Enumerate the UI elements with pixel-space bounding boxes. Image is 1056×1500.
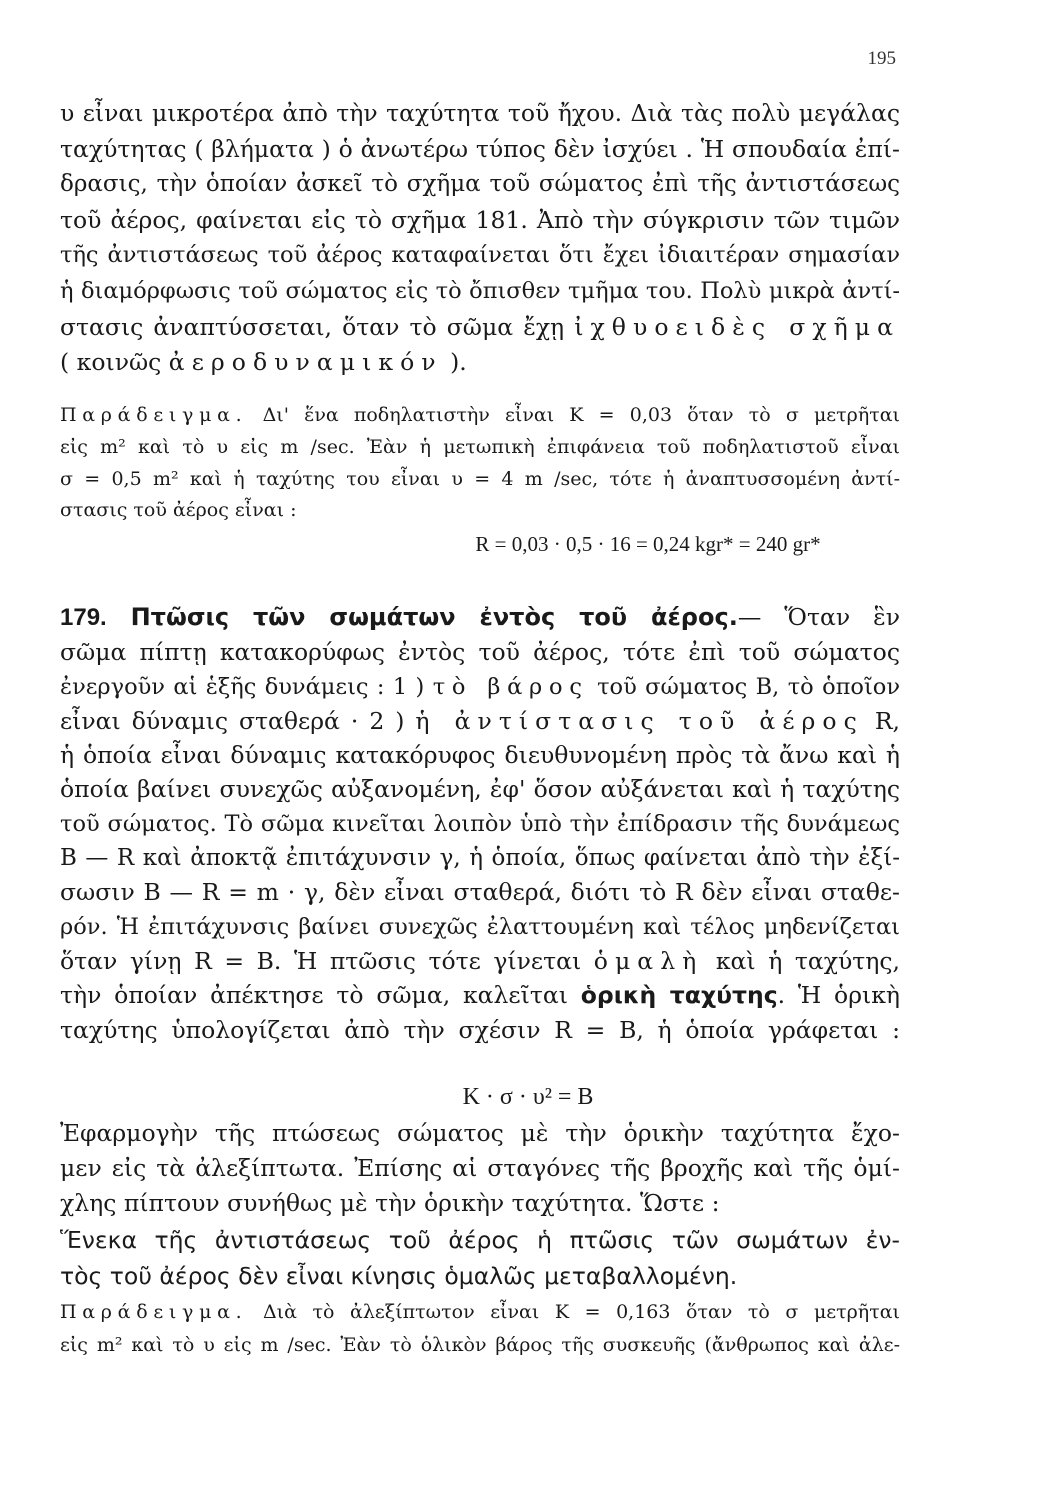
bold-term: ὁρικὴ ταχύτης — [580, 981, 778, 1010]
page-number: 195 — [867, 48, 896, 69]
text-segment: ( κοινῶς — [60, 348, 169, 377]
paragraph-applications — [60, 1116, 900, 1221]
text-segment: R, — [863, 706, 900, 735]
text-line: τοῦ ἀέρος, φαίνεται εἰς τὸ σχῆμα 181. Ἀπὸ τὴν σύγκρισιν τῶν τιμῶν — [60, 205, 900, 234]
text-line: δρασις, τὴν ὁποίαν ἀσκεῖ τὸ σχῆμα τοῦ σώματος ἐπὶ τῆς ἀντιστάσεως — [60, 171, 900, 198]
section-title: Πτῶσις τῶν σωμάτων ἐντὸς τοῦ ἀέρος. — [130, 603, 738, 631]
text-line — [60, 670, 900, 704]
example-label: Παράδειγμα. — [60, 1301, 248, 1323]
text-line — [60, 310, 900, 346]
text-line — [60, 400, 900, 432]
paragraph-drag-formula-validity — [60, 96, 900, 381]
text-segment: εἶναι δύναμις σταθερά · 2 ) — [60, 706, 416, 735]
text-line: ρόν. Ἡ ἐπιτάχυνσις βαίνει συνεχῶς ἐλαττουμένη καὶ τέλος μηδενίζεται — [60, 913, 900, 940]
text-line: χλης πίπτουν συνήθως μὲ τὴν ὁρικὴν ταχύτητα. Ὥστε : — [60, 1189, 720, 1217]
example-cyclist — [60, 400, 900, 527]
text-line: στασις τοῦ ἀέρος εἶναι : — [60, 499, 297, 522]
text-line: σ = 0,5 m² καὶ ἡ ταχύτης του εἶναι υ = 4 m /sec, τότε ἡ ἀναπτυσσομένη ἀντί- — [60, 467, 900, 490]
text-segment: τοῦ σώματος B, τὸ ὁποῖον — [588, 673, 901, 700]
text-segment: Διὰ τὸ ἀλεξίπτωτον εἶναι K = 0,163 ὅταν τὸ σ μετρῆται — [247, 1301, 900, 1323]
text-segment: ὅταν γίνῃ R = B. Ἡ πτῶσις τότε γίνεται — [60, 946, 594, 975]
example-label: Παράδειγμα. — [60, 404, 248, 426]
section-heading — [60, 603, 738, 631]
example-parachute — [60, 1296, 900, 1362]
spaced-emphasis: ἰχθυοειδὲς σχῆμα — [574, 312, 900, 341]
text-line: B — R καὶ ἀποκτᾷ ἐπιτάχυνσιν γ, ἡ ὁποία, ὅπως φαίνεται ἀπὸ τὴν ἐξί- — [60, 845, 900, 872]
text-segment: καὶ ἡ ταχύτης, — [703, 946, 900, 975]
text-segment: — Ὅταν ἓν — [737, 603, 900, 631]
spaced-emphasis: ἀεροδυναμικόν — [168, 348, 443, 377]
section-179 — [60, 600, 900, 1047]
text-line — [60, 1296, 900, 1329]
text-line: τῆς ἀντιστάσεως τοῦ ἀέρος καταφαίνεται ὅτι ἔχει ἰδιαιτέραν σημασίαν — [60, 242, 900, 269]
text-line: μεν εἰς τὰ ἀλεξίπτωτα. Ἐπίσης αἱ σταγόνες τῆς βροχῆς καὶ τῆς ὁμί- — [60, 1154, 900, 1182]
text-line: ταχύτητας ( βλήματα ) ὁ ἀνωτέρω τύπος δὲν ἰσχύει . Ἡ σπουδαία ἐπί- — [60, 134, 900, 163]
text-line: Ἕνεκα τῆς ἀντιστάσεως τοῦ ἀέρος ἡ πτῶσις τῶν σωμάτων ἐν- — [60, 1226, 900, 1254]
section-heading-line — [60, 600, 900, 635]
text-segment: στασις ἀναπτύσσεται, ὅταν τὸ σῶμα ἔχῃ — [60, 312, 575, 341]
text-line — [60, 944, 900, 978]
formula-resistance-result: R = 0,03 · 0,5 · 16 = 0,24 kgr* = 240 gr* — [475, 532, 821, 556]
text-segment: τὴν ὁποίαν ἀπέκτησε τὸ σῶμα, καλεῖται — [60, 981, 581, 1010]
spaced-emphasis: ὁμαλὴ — [593, 946, 704, 975]
text-line: εἰς m² καὶ τὸ υ εἰς m /sec. Ἐὰν τὸ ὁλικὸν βάρος τῆς συσκευῆς (ἄνθρωπος καὶ ἀλε- — [60, 1334, 900, 1356]
text-line — [60, 345, 900, 381]
text-line: σωσιν B — R = m · γ, δὲν εἶναι σταθερά, διότι τὸ R δὲν εἶναι σταθε- — [60, 878, 900, 907]
text-line — [60, 978, 900, 1012]
text-line: ὁποία βαίνει συνεχῶς αὐξανομένη, ἐφ' ὅσον αὐξάνεται καὶ ἡ ταχύτης — [60, 775, 900, 804]
text-line: Ἐφαρμογὴν τῆς πτώσεως σώματος μὲ τὴν ὁρικὴν ταχύτητα ἔχο- — [60, 1119, 900, 1147]
text-segment: Δι' ἕνα ποδηλατιστὴν εἶναι K = 0,03 ὅταν τὸ σ μετρῆται — [247, 404, 900, 426]
text-line: σῶμα πίπτῃ κατακορύφως ἐντὸς τοῦ ἀέρος, τότε ἐπὶ τοῦ σώματος — [60, 638, 900, 667]
spaced-emphasis: ἡ ἀντίστασις τοῦ ἀέρος — [415, 706, 864, 735]
text-line: ταχύτης ὑπολογίζεται ἀπὸ τὴν σχέσιν R = B, ἡ ὁποία γράφεται : — [60, 1015, 900, 1044]
text-segment: ). — [442, 348, 467, 377]
text-line: τοῦ σώματος. Τὸ σῶμα κινεῖται λοιπὸν ὑπὸ τὴν ἐπίδρασιν τῆς δυνάμεως — [60, 810, 900, 837]
formula-terminal-velocity: K · σ · υ² = B — [462, 1084, 594, 1110]
text-line: τὸς τοῦ ἀέρος δὲν εἶναι κίνησις ὁμαλῶς μεταβαλλομένη. — [60, 1262, 738, 1290]
text-line: υ εἶναι μικροτέρα ἀπὸ τὴν ταχύτητα τοῦ ἤχου. Διὰ τὰς πολὺ μεγάλας — [60, 99, 900, 127]
conclusion-statement — [60, 1222, 900, 1294]
text-segment: ἐνεργοῦν αἱ ἑξῆς δυνάμεις : 1 ) — [60, 673, 433, 700]
text-line: εἰς m² καὶ τὸ υ εἰς m /sec. Ἐὰν ἡ μετωπικὴ ἐπιφάνεια τοῦ ποδηλατιστοῦ εἶναι — [60, 435, 900, 458]
text-line: ἡ διαμόρφωσις τοῦ σώματος εἰς τὸ ὄπισθεν τμῆμα του. Πολὺ μικρὰ ἀντί- — [60, 277, 900, 304]
section-number: 179. — [60, 604, 107, 631]
text-line — [60, 704, 900, 738]
text-line: ἡ ὁποία εἶναι δύναμις κατακόρυφος διευθυνομένη πρὸς τὰ ἄνω καὶ ἡ — [60, 741, 900, 770]
text-segment: . Ἡ ὁρικὴ — [777, 981, 900, 1010]
spaced-emphasis: τὸ βάρος — [432, 673, 589, 700]
